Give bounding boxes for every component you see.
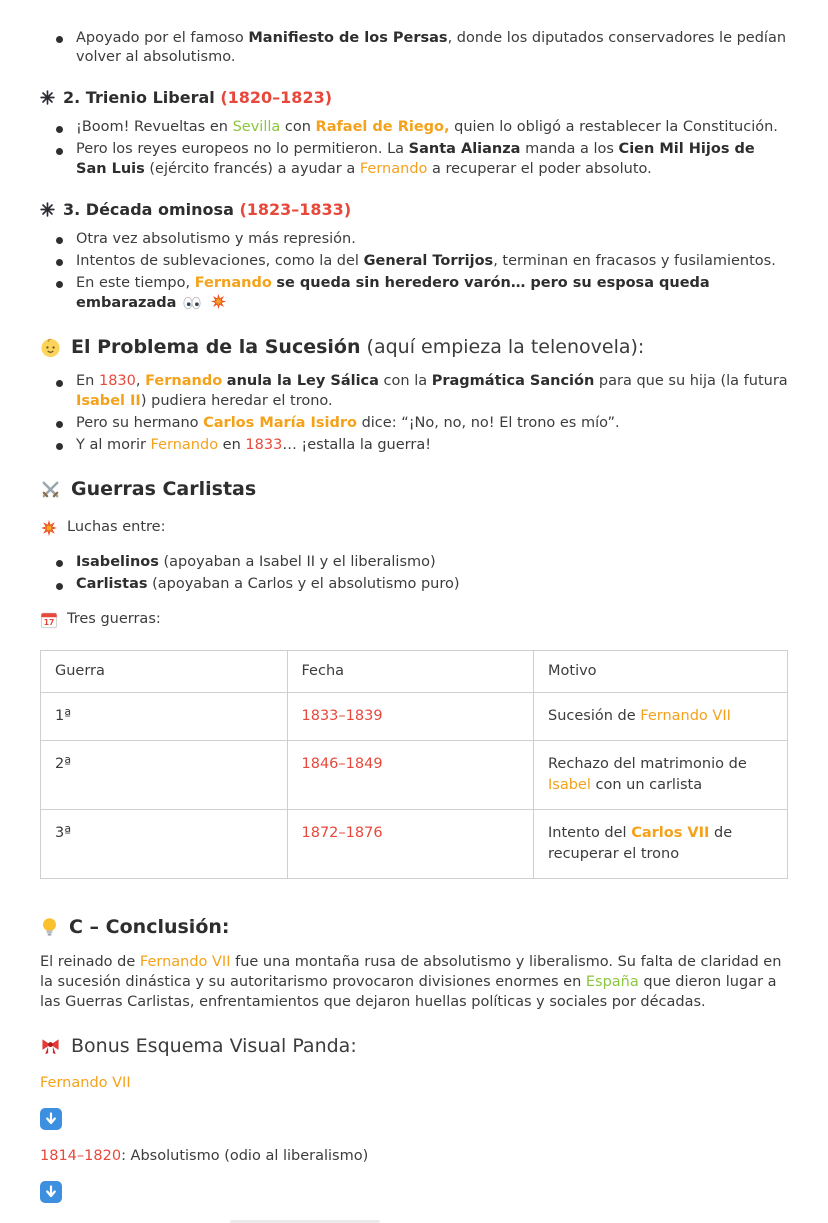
down-arrow-line (40, 1181, 788, 1205)
tres-guerras-line (40, 610, 788, 629)
list-item (50, 553, 788, 572)
table-row (41, 809, 788, 878)
list-item (50, 140, 788, 178)
ribbon-bow-icon (40, 1037, 61, 1056)
cell-motivo: Sucesión de Fernando VII (534, 692, 788, 740)
down-arrow-icon (40, 1181, 62, 1203)
calendar-icon (40, 611, 58, 629)
bonus-node: Fernando VII (40, 1074, 131, 1091)
cell-fecha: 1833–1839 (287, 692, 534, 740)
table-row (41, 740, 788, 809)
section-heading-conclusion (40, 915, 788, 940)
svg-text:17: 17 (43, 617, 55, 627)
list-item-text: En 1830, Fernando anula la Ley Sálica con la Pragmática Sanción para que su hija (la futura Isabel II) pudiera heredar el trono. (76, 373, 788, 409)
cell-guerra: 2ª (41, 740, 288, 809)
table-header-row (41, 650, 788, 692)
luchas-text: Luchas entre: (67, 519, 166, 535)
down-arrow-line (40, 1108, 788, 1132)
sucesion-bullet-list (50, 372, 788, 455)
light-bulb-icon (40, 917, 59, 938)
down-arrow-icon (40, 1108, 62, 1130)
cell-motivo: Rechazo del matrimonio de Isabel con un carlista (534, 740, 788, 809)
cell-guerra: 1ª (41, 692, 288, 740)
guerras-table (40, 650, 788, 879)
heading-text: Guerras Carlistas (71, 477, 257, 500)
list-item (50, 414, 788, 433)
asterisk-icon (40, 90, 55, 105)
list-item (50, 252, 788, 271)
heading-text: Bonus Esquema Visual Panda: (71, 1034, 357, 1057)
section-heading-ominosa (40, 199, 788, 220)
cell-fecha: 1872–1876 (287, 809, 534, 878)
list-item-text: Apoyado por el famoso Manifiesto de los Persas, donde los diputados conservadores le pedían volver al absolutismo. (76, 30, 787, 66)
tres-guerras-text: Tres guerras: (67, 611, 161, 628)
list-item (50, 372, 788, 410)
list-item-text: Intentos de sublevaciones, como la del General Torrijos, terminan en fracasos y fusilamientos. (76, 252, 776, 269)
section-heading-carlistas (40, 477, 788, 502)
list-item (50, 230, 788, 249)
list-item-text: Pero los reyes europeos no lo permitieron. La Santa Alianza manda a los Cien Mil Hijos de San Luis (ejército francés) a ayudar a Fernando a recuperar el poder absoluto. (76, 141, 755, 177)
cell-motivo: Intento del Carlos VII de recuperar el trono (534, 809, 788, 878)
persas-bullet-list (50, 29, 788, 67)
list-item (50, 29, 788, 67)
collision-icon (40, 519, 58, 537)
heading-text: 3. Década ominosa (1823–1833) (63, 199, 352, 219)
heading-text: 2. Trienio Liberal (1820–1823) (63, 88, 333, 108)
list-item-text: Isabelinos (apoyaban a Isabel II y el liberalismo) (76, 554, 436, 571)
table-header-guerra: Guerra (41, 650, 288, 692)
list-item (50, 118, 788, 137)
list-item (50, 274, 788, 313)
crossed-swords-icon (40, 479, 61, 500)
table-header-motivo: Motivo (534, 650, 788, 692)
list-item-text: Pero su hermano Carlos María Isidro dice: “¡No, no, no! El trono es mío”. (76, 414, 620, 431)
conclusion-paragraph: El reinado de Fernando VII fue una montaña rusa de absolutismo y liberalismo. Su falta de claridad en la sucesión dinástica y su autoritarismo provocaron divisiones enormes en España que dieron lugar a las Guerras Carlistas, enfrentamientos que dejaron huellas políticas y sociales por décadas. (40, 953, 782, 1010)
heading-text: C – Conclusión: (69, 915, 230, 938)
baby-icon (40, 337, 61, 358)
luchas-line (40, 518, 788, 537)
cell-fecha: 1846–1849 (287, 740, 534, 809)
list-item-text: En este tiempo, Fernando se queda sin heredero varón… pero su esposa queda embarazada (76, 275, 710, 312)
trienio-bullet-list (50, 118, 788, 178)
section-heading-trienio (40, 87, 788, 108)
table-header-fecha: Fecha (287, 650, 534, 692)
bonus-node: 1814–1820: Absolutismo (odio al liberalismo) (40, 1147, 369, 1164)
asterisk-icon (40, 202, 55, 217)
list-item (50, 575, 788, 594)
list-item-text: Y al morir Fernando en 1833… ¡estalla la guerra! (76, 436, 432, 453)
cell-guerra: 3ª (41, 809, 288, 878)
list-item (50, 436, 788, 455)
carlistas-bullet-list (50, 553, 788, 594)
list-item-text: ¡Boom! Revueltas en Sevilla con Rafael de Riego, quien lo obligó a restablecer la Constitución. (76, 119, 778, 136)
ominosa-bullet-list (50, 230, 788, 314)
table-row (41, 692, 788, 740)
heading-text: El Problema de la Sucesión (aquí empieza la telenovela): (71, 336, 645, 359)
collision-icon (210, 293, 227, 310)
eyes-icon (183, 296, 201, 310)
section-heading-sucesion (40, 335, 788, 360)
list-item-text: Carlistas (apoyaban a Carlos y el absolutismo puro) (76, 576, 460, 593)
list-item-text: Otra vez absolutismo y más represión. (76, 230, 356, 247)
section-heading-bonus (40, 1034, 788, 1059)
